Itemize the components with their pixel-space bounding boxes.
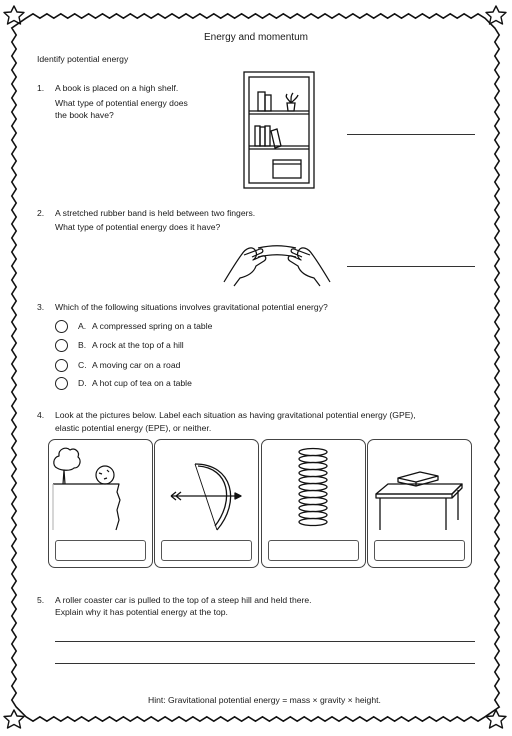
picture-card-2 xyxy=(154,439,259,568)
question-2-answer-line[interactable] xyxy=(347,266,475,267)
book-on-table-icon xyxy=(368,440,471,540)
question-2-number: 2. xyxy=(37,208,45,218)
question-3-line-1: Which of the following situations involves gravitational potential energy? xyxy=(55,302,328,312)
card-2-answer-box[interactable] xyxy=(161,540,252,561)
card-1-answer-box[interactable] xyxy=(55,540,146,561)
question-5-answer-line-1[interactable] xyxy=(55,641,475,642)
question-1-answer-line[interactable] xyxy=(347,134,475,135)
question-3-number: 3. xyxy=(37,302,45,312)
question-1-line-1: A book is placed on a high shelf. xyxy=(55,83,179,93)
question-4-line-1: Look at the pictures below. Label each situation as having gravitational potential energy (GPE), xyxy=(55,410,416,420)
star-icon xyxy=(486,710,506,728)
picture-card-4 xyxy=(367,439,472,568)
stretched-rubber-band-icon xyxy=(222,236,332,288)
page-title: Energy and momentum xyxy=(204,32,308,43)
question-5-line-1: A roller coaster car is pulled to the top of a steep hill and held there. xyxy=(55,595,312,605)
picture-card-1 xyxy=(48,439,153,568)
option-c-text: A moving car on a road xyxy=(92,360,181,370)
option-d-radio[interactable] xyxy=(55,377,68,390)
question-1-number: 1. xyxy=(37,83,45,93)
option-c-letter: C. xyxy=(78,360,87,370)
option-a-text: A compressed spring on a table xyxy=(92,321,213,331)
option-d-letter: D. xyxy=(78,378,87,388)
picture-card-3 xyxy=(261,439,366,568)
option-a-radio[interactable] xyxy=(55,320,68,333)
worksheet-subtitle: Identify potential energy xyxy=(37,54,129,64)
question-5-number: 5. xyxy=(37,595,45,605)
option-a-letter: A. xyxy=(78,321,87,331)
card-3-answer-box[interactable] xyxy=(268,540,359,561)
question-2-line-1: A stretched rubber band is held between two fingers. xyxy=(55,208,256,218)
question-4-number: 4. xyxy=(37,410,45,420)
option-b-letter: B. xyxy=(78,340,87,350)
card-4-answer-box[interactable] xyxy=(374,540,465,561)
hint-text: Hint: Gravitational potential energy = mass × gravity × height. xyxy=(148,695,381,705)
option-d-text: A hot cup of tea on a table xyxy=(92,378,192,388)
option-b-text: A rock at the top of a hill xyxy=(92,340,184,350)
bow-and-arrow-icon xyxy=(155,440,258,540)
question-4-line-2: elastic potential energy (EPE), or neither. xyxy=(55,423,212,433)
question-2-line-2: What type of potential energy does it have? xyxy=(55,222,221,232)
option-c-radio[interactable] xyxy=(55,359,68,372)
option-b-radio[interactable] xyxy=(55,339,68,352)
question-1-line-2: What type of potential energy does xyxy=(55,98,188,108)
tree-and-rock-on-cliff-icon xyxy=(49,440,152,540)
compressed-spring-icon xyxy=(262,440,365,540)
question-5-line-2: Explain why it has potential energy at the top. xyxy=(55,607,228,617)
question-5-answer-line-2[interactable] xyxy=(55,663,475,664)
bookshelf-icon xyxy=(243,71,315,189)
question-1-line-3: the book have? xyxy=(55,110,114,120)
